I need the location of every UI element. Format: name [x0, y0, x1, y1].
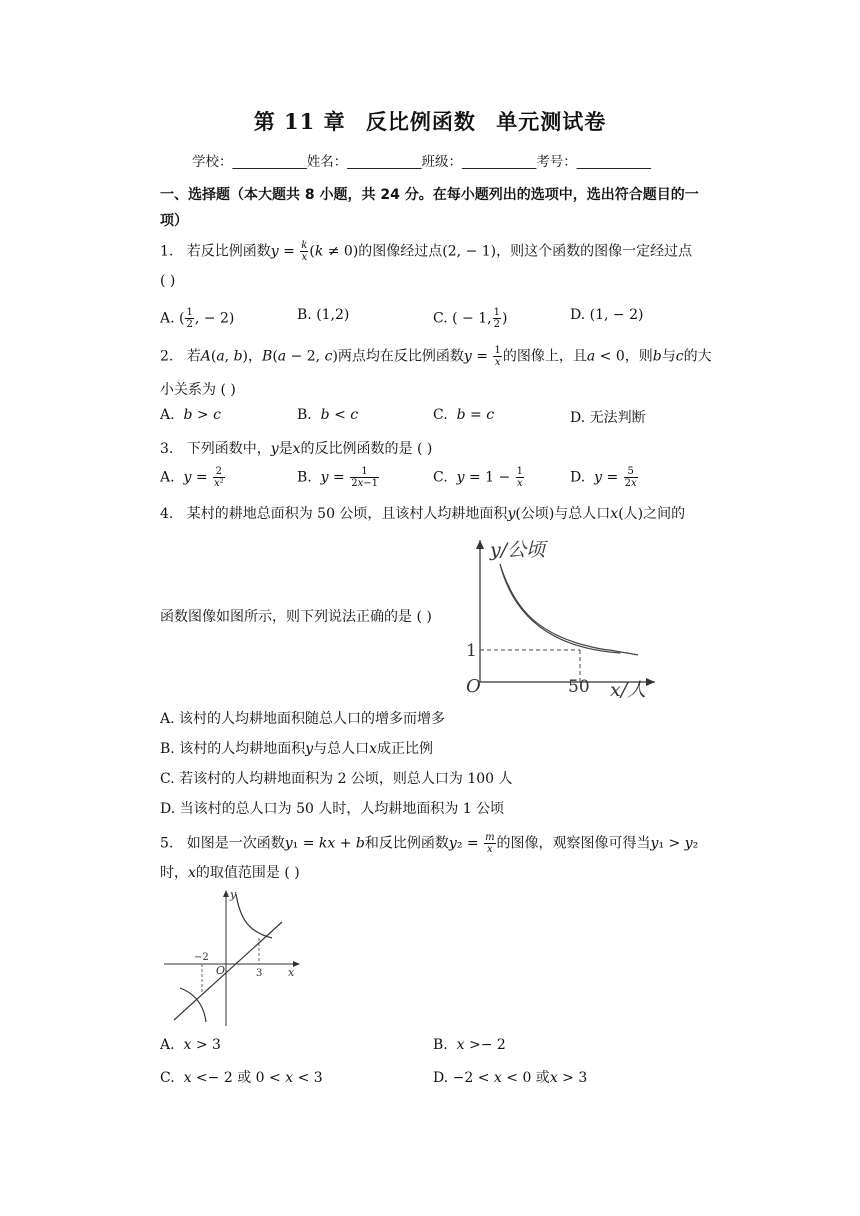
question-2: 2. 若A(a, b)，B(a − 2, c)两点均在反比例函数y = $\frac{1}{x}$ 的图像上，且a < 0，则b与c的大 — [160, 345, 712, 368]
page-title — [0, 106, 860, 136]
q2-option-b[interactable]: B. b < c — [297, 407, 359, 423]
q4-tick-50: 50 — [568, 677, 590, 697]
q4-y-label: y/公顷 — [490, 539, 546, 561]
q5-graph — [160, 888, 310, 1028]
q1-option-b[interactable]: B. (1,2) — [297, 307, 350, 323]
q5-tick-neg2: −2 — [194, 952, 209, 963]
q4-option-c[interactable]: C. 若该村的人均耕地面积为 2 公顷，则总人口为 100 人 — [160, 771, 513, 787]
q3-option-a[interactable]: A. y = $\frac{2}{\text{x²}}$ — [160, 466, 224, 489]
q4-x-arrow — [646, 678, 655, 686]
student-info-line: 学校：___________姓名：___________班级：___________考号：___________ — [192, 154, 651, 170]
title-type: 单元测试卷 — [496, 109, 607, 134]
question-4-cont: 函数图像如图所示，则下列说法正确的是 ( ) — [160, 609, 432, 625]
q4-option-b[interactable]: B. 该村的人均耕地面积y与总人口x成正比例 — [160, 741, 434, 757]
q2-option-d[interactable]: D. 无法判断 — [570, 410, 646, 426]
q4-option-d[interactable]: D. 当该村的总人口为 50 人时，人均耕地面积为 1 公顷 — [160, 801, 505, 817]
q4-y-arrow — [476, 540, 484, 549]
q5-hyperbola-lower — [180, 988, 206, 1022]
q4-origin: O — [466, 676, 481, 697]
q5-hyperbola-upper — [236, 894, 272, 938]
q5-option-b[interactable]: B. x >− 2 — [433, 1037, 506, 1053]
q1-option-c[interactable]: C. ( − 1, $\frac{1}{2}$ ) — [433, 307, 508, 330]
q5-option-c[interactable]: C. x <− 2 或 0 < x < 3 — [160, 1070, 323, 1086]
q4-curve — [500, 564, 610, 650]
q5-y-label: y — [230, 888, 237, 901]
q4-option-a[interactable]: A. 该村的人均耕地面积随总人口的增多而增多 — [160, 711, 446, 727]
title-topic: 反比例函数 — [365, 109, 476, 134]
question-5-cont: 时，x的取值范围是 ( ) — [160, 865, 300, 881]
q2-option-c[interactable]: C. b = c — [433, 407, 495, 423]
q4-tick-1: 1 — [466, 641, 477, 661]
q5-origin: O — [216, 964, 226, 977]
question-1-paren: ( ) — [160, 273, 176, 289]
q5-tick-3: 3 — [256, 968, 263, 979]
q4-x-label: x/人 — [610, 679, 647, 701]
q2-option-a[interactable]: A. b > c — [160, 407, 221, 423]
section-heading-cont: 项） — [160, 213, 188, 229]
q5-option-d[interactable]: D. −2 < x < 0 或x > 3 — [433, 1070, 588, 1086]
q3-option-d[interactable]: D. y = $\frac{5}{2x}$ — [570, 466, 637, 489]
question-4: 4. 某村的耕地总面积为 50 公顷，且该村人均耕地面积y(公顷)与总人口x(人)之间的 — [160, 506, 686, 522]
q1-option-d[interactable]: D. (1, − 2) — [570, 307, 644, 323]
q3-option-c[interactable]: C. y = 1 − $\frac{1}{x}$ — [433, 466, 524, 489]
q4-graph — [460, 532, 660, 702]
question-1: 1. 若反比例函数y = $\frac{k}{x}$ (k ≠ 0)的图像经过点(2, − 1)，则这个函数的图像一定经过点 — [160, 240, 693, 263]
question-5: 5. 如图是一次函数y₁ = kx + b和反比例函数y₂ = $\frac{m}{x}$ 的图像，观察图像可得当y₁ > y₂ — [160, 832, 699, 855]
q3-option-b[interactable]: B. y = $\frac{1}{2x-1}$ — [297, 466, 378, 489]
q1-option-a[interactable]: A. ( $\frac{1}{2}$ , − 2) — [160, 307, 235, 330]
question-3: 3. 下列函数中，y是x的反比例函数的是 ( ) — [160, 441, 433, 457]
title-chapter: 第 11 章 — [253, 109, 346, 134]
question-2-cont: 小关系为 ( ) — [160, 382, 236, 398]
section-heading: 一、选择题（本大题共 8 小题，共 24 分。在每小题列出的选项中，选出符合题目的一 — [160, 187, 699, 203]
q5-option-a[interactable]: A. x > 3 — [160, 1037, 221, 1053]
q5-x-label: x — [288, 966, 295, 979]
